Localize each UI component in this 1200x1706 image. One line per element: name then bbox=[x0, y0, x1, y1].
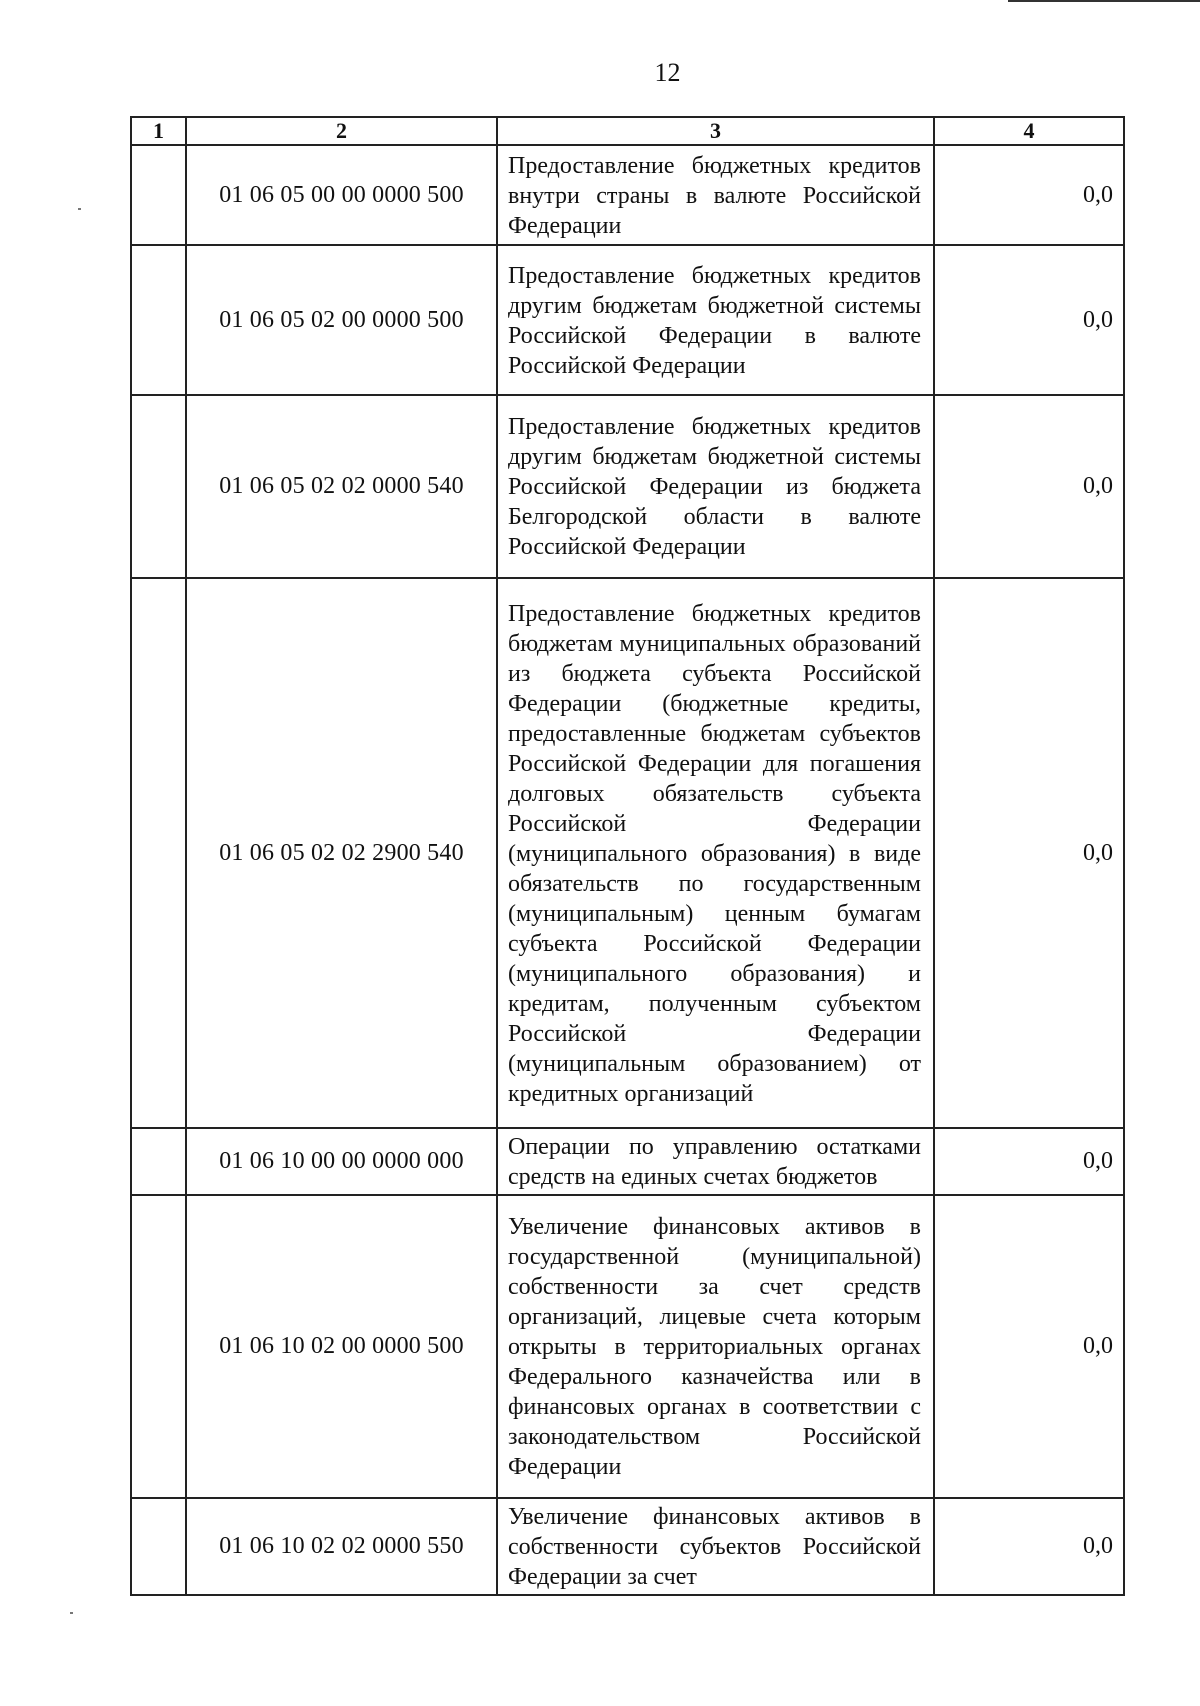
row-index-cell bbox=[131, 245, 186, 395]
table-row bbox=[131, 1128, 1124, 1195]
header-cell-4: 4 bbox=[934, 117, 1124, 145]
budget-code-cell: 01 06 05 02 00 0000 500 bbox=[186, 245, 497, 395]
amount-cell: 0,0 bbox=[934, 1498, 1124, 1595]
scan-edge-rule bbox=[1008, 0, 1200, 2]
budget-code-cell: 01 06 10 00 00 0000 000 bbox=[186, 1128, 497, 1195]
row-index-cell bbox=[131, 578, 186, 1128]
amount-cell: 0,0 bbox=[934, 245, 1124, 395]
scan-speck bbox=[78, 208, 81, 210]
table-row bbox=[131, 395, 1124, 578]
table-row bbox=[131, 1498, 1124, 1595]
description-cell: Предоставление бюджетных кредитов бюджетам муниципальных образований из бюджета субъекта Российской Федерации (бюджетные кредиты, предоставленные бюджетам субъектов Российской Федерации для погашения долговых обязательств субъекта Российской Федерации (муниципального образования) в виде обязательств по государственным (муниципальным) ценным бумагам субъекта Российской Федерации (муниципального образования) и кредитам, полученным субъектом Российской Федерации (муниципальным образованием) от кредитных организаций bbox=[497, 578, 934, 1128]
description-cell: Предоставление бюджетных кредитов другим бюджетам бюджетной системы Российской Федерации из бюджета Белгородской области в валюте Российской Федерации bbox=[497, 395, 934, 578]
amount-cell: 0,0 bbox=[934, 1195, 1124, 1498]
description-cell: Предоставление бюджетных кредитов внутри страны в валюте Российской Федерации bbox=[497, 145, 934, 245]
amount-cell: 0,0 bbox=[934, 578, 1124, 1128]
row-index-cell bbox=[131, 145, 186, 245]
budget-code-cell: 01 06 10 02 00 0000 500 bbox=[186, 1195, 497, 1498]
table-header-row bbox=[131, 117, 1124, 145]
description-cell: Увеличение финансовых активов в собственности субъектов Российской Федерации за счет bbox=[497, 1498, 934, 1595]
budget-code-cell: 01 06 05 00 00 0000 500 bbox=[186, 145, 497, 245]
budget-code-cell: 01 06 10 02 02 0000 550 bbox=[186, 1498, 497, 1595]
row-index-cell bbox=[131, 1195, 186, 1498]
page-number: 12 bbox=[654, 58, 681, 87]
scan-speck bbox=[70, 1612, 73, 1614]
row-index-cell bbox=[131, 395, 186, 578]
row-index-cell bbox=[131, 1128, 186, 1195]
budget-code-cell: 01 06 05 02 02 2900 540 bbox=[186, 578, 497, 1128]
header-cell-3: 3 bbox=[497, 117, 934, 145]
header-cell-2: 2 bbox=[186, 117, 497, 145]
header-cell-1: 1 bbox=[131, 117, 186, 145]
amount-cell: 0,0 bbox=[934, 145, 1124, 245]
table-row bbox=[131, 245, 1124, 395]
table-row bbox=[131, 578, 1124, 1128]
amount-cell: 0,0 bbox=[934, 1128, 1124, 1195]
table-row bbox=[131, 1195, 1124, 1498]
budget-sources-table bbox=[130, 116, 1125, 1596]
description-cell: Предоставление бюджетных кредитов другим бюджетам бюджетной системы Российской Федерации в валюте Российской Федерации bbox=[497, 245, 934, 395]
description-cell: Увеличение финансовых активов в государственной (муниципальной) собственности за счет средств организаций, лицевые счета которым открыты в территориальных органах Федерального казначейства или в финансовых органах в соответствии с законодательством Российской Федерации bbox=[497, 1195, 934, 1498]
description-cell: Операции по управлению остатками средств на единых счетах бюджетов bbox=[497, 1128, 934, 1195]
row-index-cell bbox=[131, 1498, 186, 1595]
table-row bbox=[131, 145, 1124, 245]
budget-code-cell: 01 06 05 02 02 0000 540 bbox=[186, 395, 497, 578]
amount-cell: 0,0 bbox=[934, 395, 1124, 578]
